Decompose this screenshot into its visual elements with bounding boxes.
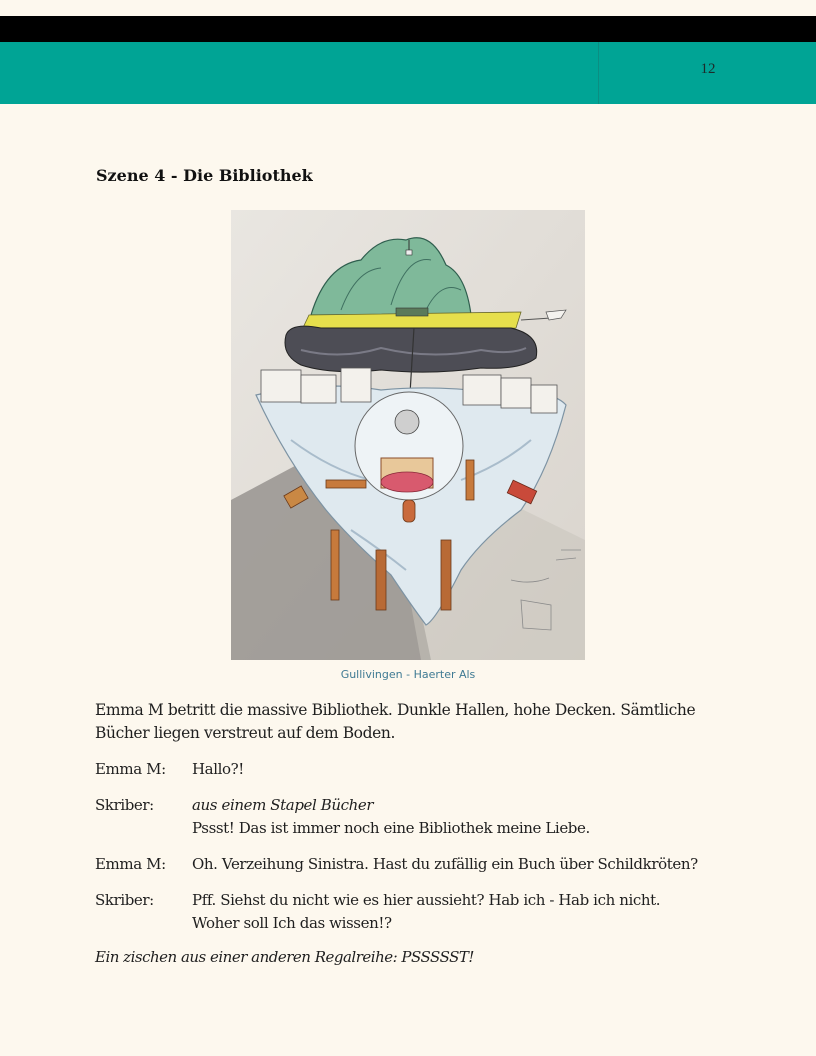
scene-title: Szene 4 - Die Bibliothek — [96, 166, 313, 185]
narration-paragraph: Emma M betritt die massive Bibliothek. Dunkle Hallen, hohe Decken. Sämtliche Bücher liegen verstreut auf dem Boden. — [95, 701, 696, 742]
illustration-floating-island — [231, 210, 585, 660]
dialogue-text: Pff. Siehst du nicht wie es hier aussieht? Hab ich - Hab ich nicht. Woher soll Ich das wissen!? — [192, 891, 661, 932]
stage-direction: aus einem Stapel Bücher — [192, 796, 374, 814]
dialogue-text: Pssst! Das ist immer noch eine Bibliothek meine Liebe. — [192, 819, 590, 837]
dialogue-block — [192, 794, 732, 840]
figure-caption: Gullivingen - Haerter Als — [340, 668, 476, 681]
speaker-name: Emma M: — [95, 760, 166, 778]
top-black-bar — [0, 16, 816, 42]
dialogue-text: Hallo?! — [192, 760, 244, 778]
speaker-name: Skriber: — [95, 891, 154, 909]
speaker-name: Emma M: — [95, 855, 166, 873]
floating-island-drawing — [231, 210, 585, 660]
closing-stage-direction: Ein zischen aus einer anderen Regalreihe: PSSSSST! — [95, 948, 474, 966]
speaker-name: Skriber: — [95, 796, 154, 814]
dialogue-text: Oh. Verzeihung Sinistra. Hast du zufällig ein Buch über Schildkröten? — [192, 855, 698, 873]
header-divider — [598, 42, 599, 104]
page-number: 12 — [700, 61, 716, 77]
